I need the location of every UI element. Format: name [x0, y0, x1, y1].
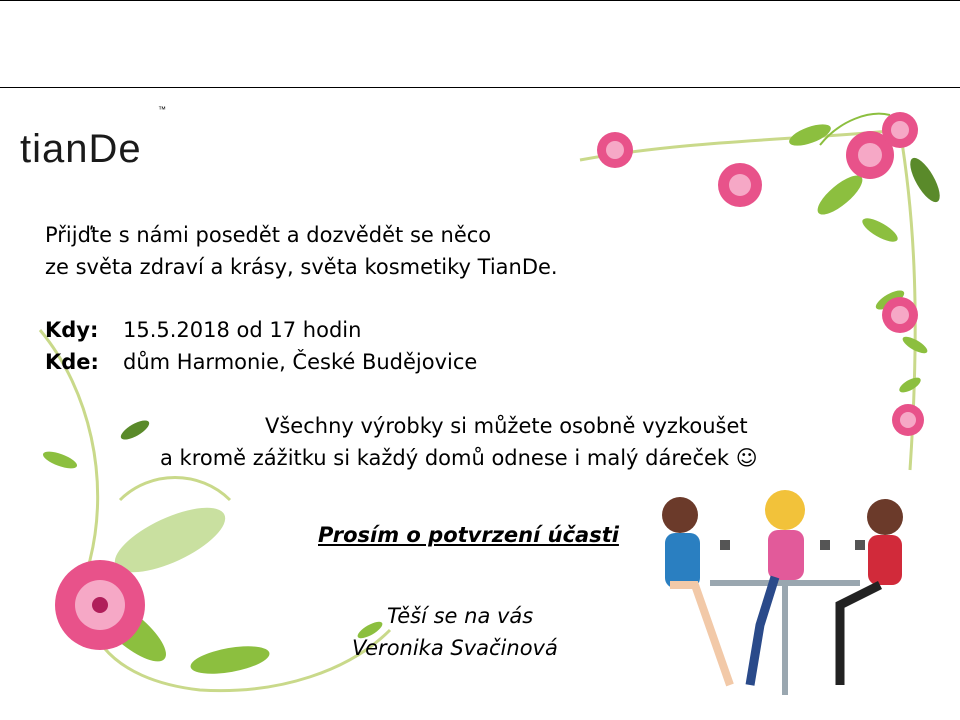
header-divider: [0, 87, 960, 88]
when-row: [45, 314, 361, 346]
women-cafe-illustration: [640, 485, 930, 710]
intro-text: [45, 219, 558, 283]
top-border: [0, 0, 960, 1]
tiande-logo: [20, 105, 185, 175]
when-label: Kdy:: [45, 318, 99, 342]
when-value: 15.5.2018 od 17 hodin: [123, 318, 362, 342]
where-row: [45, 346, 477, 378]
signature-greeting: Těší se na vás: [387, 604, 534, 628]
intro-line-1: Přijďte s námi posedět a dozvědět se něco: [45, 223, 492, 247]
gift-line: a kromě zážitku si každý domů odnese i malý dáreček ☺: [160, 446, 758, 470]
logo-wordmark: tianDe: [20, 127, 142, 171]
where-label: Kde:: [45, 350, 99, 374]
where-value: dům Harmonie, České Budějovice: [123, 350, 478, 374]
intro-line-2: ze světa zdraví a krásy, světa kosmetiky TianDe.: [45, 255, 558, 279]
products-line: Všechny výrobky si můžete osobně vyzkoušet: [265, 414, 748, 438]
trademark-mark: ™: [158, 105, 166, 114]
signature-name: Veronika Svačinová: [352, 636, 558, 660]
rsvp-request: Prosím o potvrzení účasti: [318, 523, 619, 547]
